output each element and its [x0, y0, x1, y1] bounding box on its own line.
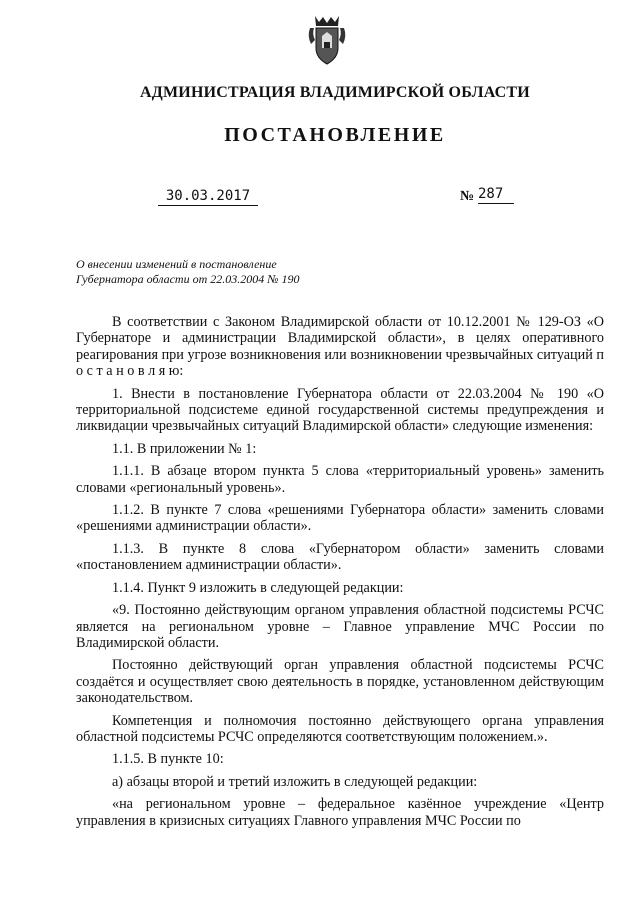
document-body: [76, 314, 604, 835]
subject-line: О внесении изменений в постановление: [76, 257, 277, 271]
body-paragraph: «на региональном уровне – федеральное казённое учреждение «Центр управления в кризисных ситуациях Главного управления МЧС России по: [76, 796, 604, 829]
body-paragraph: Компетенция и полномочия постоянно действующего органа управления областной подсистемы РСЧС определяются соответствующим положением.».: [76, 712, 604, 745]
body-paragraph: 1.1.2. В пункте 7 слова «решениями Губернатора области» заменить словами «решениями администрации области».: [76, 502, 604, 535]
body-paragraph: В соответствии с Законом Владимирской области от 10.12.2001 № 129-ОЗ «О Губернаторе и администрации Владимирской области», в целях оперативного реагирования при угрозе возникновения или возникновении чрезвычайных ситуаций п о с т а н о в л я ю:: [76, 314, 604, 380]
document-number: 287: [478, 186, 514, 204]
document-header: [0, 84, 640, 147]
body-paragraph: 1.1.5. В пункте 10:: [112, 751, 224, 768]
document-number-label: №: [460, 189, 475, 204]
body-paragraph: 1.1. В приложении № 1:: [112, 440, 257, 457]
body-paragraph: Постоянно действующий орган управления областной подсистемы РСЧС создаётся и осуществляет свою деятельность в порядке, установленном действующим законодательством.: [76, 657, 604, 707]
coat-of-arms-icon: [307, 14, 347, 66]
document-subject: [76, 257, 376, 287]
subject-line: Губернатора области от 22.03.2004 № 190: [76, 272, 300, 286]
body-paragraph: «9. Постоянно действующим органом управления областной подсистемы РСЧС является на региональном уровне – Главное управление МЧС России по Владимирской области.: [76, 602, 604, 651]
document-type-title: ПОСТАНОВЛЕНИЕ: [224, 124, 446, 146]
body-paragraph: 1.1.1. В абзаце втором пункта 5 слова «территориальный уровень» заменить словами «региональный уровень».: [76, 463, 604, 496]
organization-name: АДМИНИСТРАЦИЯ ВЛАДИМИРСКОЙ ОБЛАСТИ: [140, 84, 530, 101]
body-paragraph: 1. Внести в постановление Губернатора области от 22.03.2004 № 190 «О территориальной подсистеме единой государственной системы предупреждения и ликвидации чрезвычайных ситуаций Владимирской области» следующие изменения:: [76, 385, 604, 435]
body-paragraph: 1.1.3. В пункте 8 слова «Губернатором области» заменить словами «постановлением администрации области».: [76, 540, 604, 574]
document-date: 30.03.2017: [158, 188, 258, 206]
body-paragraph: 1.1.4. Пункт 9 изложить в следующей редакции:: [112, 579, 404, 596]
body-paragraph: а) абзацы второй и третий изложить в следующей редакции:: [112, 773, 478, 790]
